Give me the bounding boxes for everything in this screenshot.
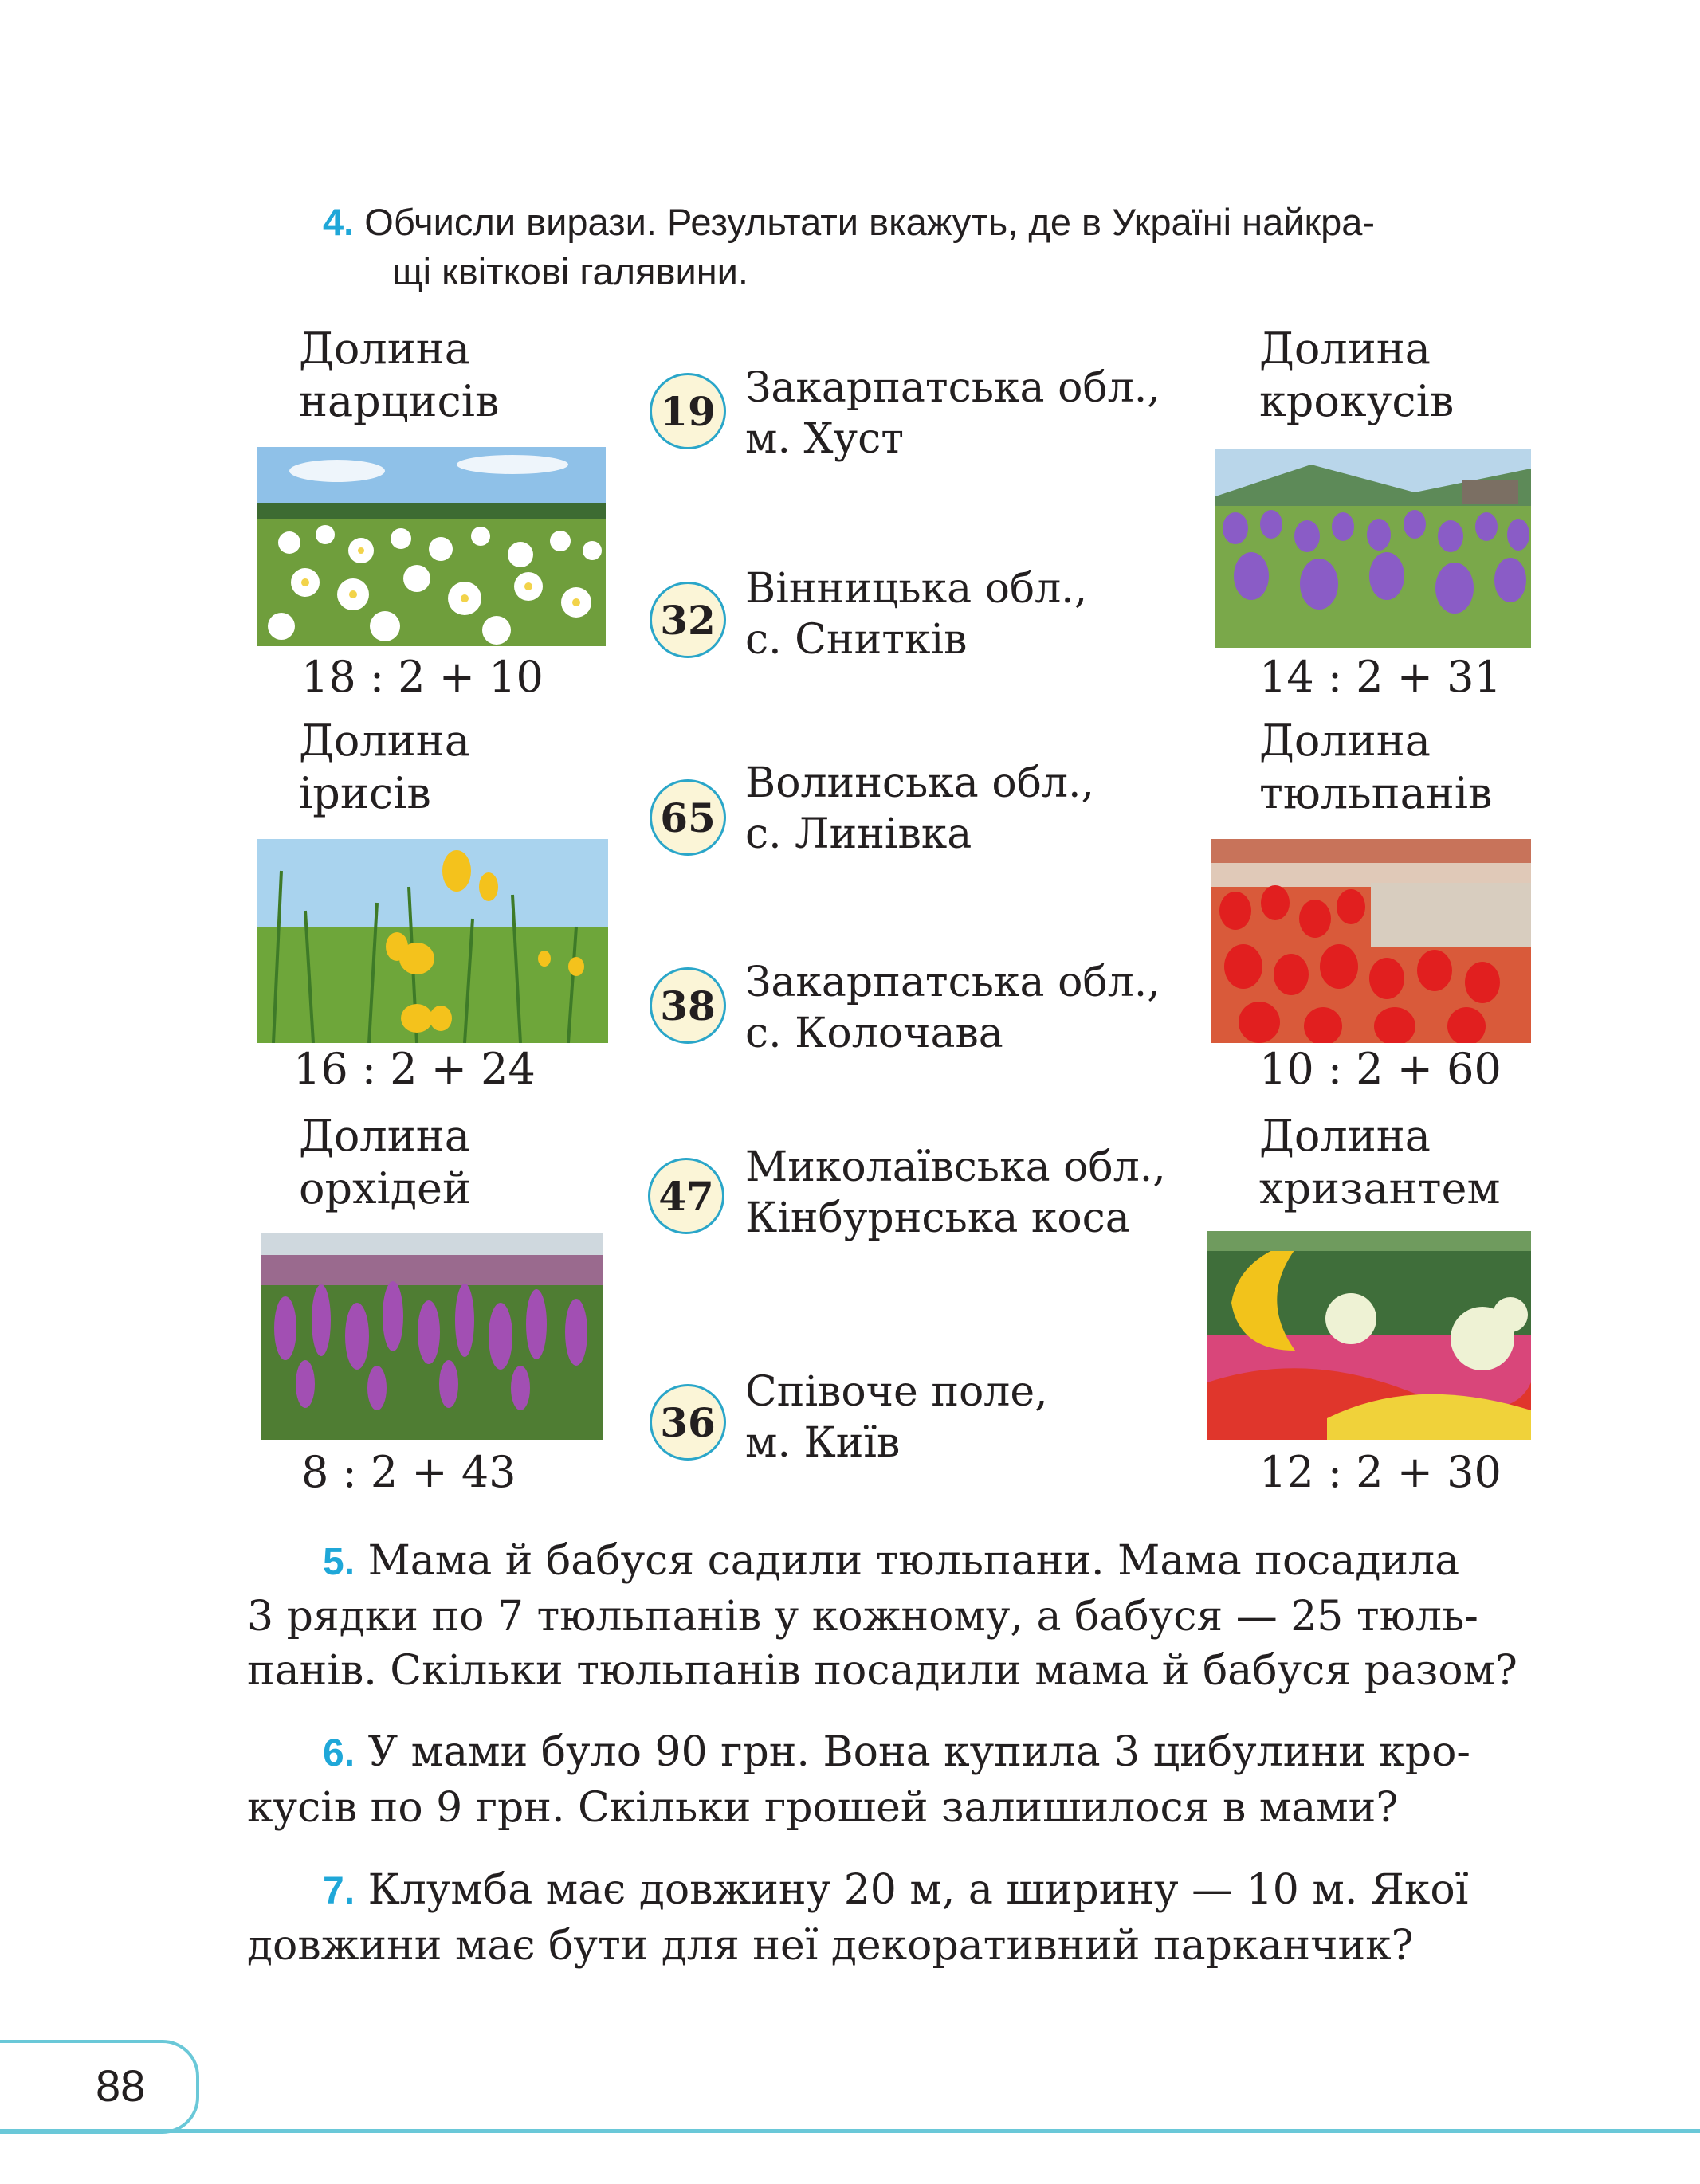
- valley-label-line: Долина: [1259, 1111, 1431, 1161]
- task-number: 4.: [323, 201, 355, 243]
- place-label: [745, 563, 1087, 665]
- expression: 8 : 2 + 43: [301, 1447, 516, 1497]
- valley-label-line: тюльпанів: [1259, 768, 1493, 818]
- expression: 14 : 2 + 31: [1259, 652, 1502, 702]
- valley-label-line: Долина: [299, 1111, 470, 1161]
- answer-circle: 65: [650, 779, 726, 856]
- valley-label-line: нарцисів: [299, 376, 500, 426]
- answer-circle: 36: [650, 1384, 726, 1461]
- daffodils-photo: [257, 447, 606, 646]
- task-5: [247, 1534, 1534, 1698]
- answer-circle: 19: [650, 373, 726, 449]
- valley-label-line: Долина: [299, 716, 470, 766]
- page-number: 88: [96, 2060, 146, 2111]
- task-text-line: У мами було 90 грн. Вона купила 3 цибулини кро-: [367, 1728, 1470, 1776]
- task-text-line: кусів по 9 грн. Скільки грошей залишилося в мами?: [247, 1784, 1399, 1832]
- task-text-line: Обчисли вирази. Результати вкажуть, де в Україні найкра-: [364, 201, 1376, 243]
- place-label: [745, 1142, 1166, 1244]
- valley-label-line: ірисів: [299, 768, 431, 818]
- answer-circle: 32: [650, 582, 726, 658]
- place-label-line: с. Линiвка: [745, 810, 972, 858]
- task-text-line: Клумба має довжину 20 м, а ширину — 10 м. Якої: [367, 1866, 1469, 1914]
- valley-label: [299, 715, 470, 820]
- expression: 18 : 2 + 10: [301, 652, 544, 702]
- place-label: [745, 758, 1094, 860]
- valley-label: [1259, 715, 1492, 820]
- place-label: [745, 363, 1160, 465]
- task-number: 7.: [323, 1870, 355, 1912]
- place-label-line: Кiнбурнська коса: [745, 1194, 1130, 1242]
- place-label-line: Миколаївська обл.,: [745, 1143, 1166, 1191]
- place-label-line: Закарпатська обл.,: [745, 364, 1160, 412]
- footer-divider: [0, 2129, 1700, 2133]
- task-4-instruction: [323, 198, 1534, 296]
- place-label-line: м. Хуст: [745, 415, 905, 463]
- valley-label: [299, 323, 499, 428]
- expression: 10 : 2 + 60: [1259, 1044, 1502, 1094]
- task-text-line: панів. Скільки тюльпанів посадили мама й бабуся разом?: [247, 1647, 1517, 1695]
- chrysanthemums-photo: [1207, 1231, 1531, 1440]
- place-label-line: с. Колочава: [745, 1010, 1003, 1057]
- valley-label-line: Долина: [1259, 716, 1431, 766]
- place-label: [745, 1366, 1048, 1468]
- tulips-photo: [1211, 839, 1531, 1043]
- irises-photo: [257, 839, 608, 1043]
- valley-label-line: Долина: [299, 323, 470, 374]
- valley-label: [299, 1110, 471, 1215]
- task-text-line: довжини має бути для неї декоративний парканчик?: [247, 1922, 1414, 1970]
- orchids-photo: [261, 1233, 603, 1440]
- valley-label-line: крокусів: [1259, 376, 1455, 426]
- task-7: [247, 1863, 1534, 1973]
- valley-label: [1259, 1110, 1500, 1215]
- task-number: 5.: [323, 1541, 355, 1583]
- crocuses-photo: [1215, 449, 1531, 648]
- task-text-line: 3 рядки по 7 тюльпанів у кожному, а бабуся — 25 тюль-: [247, 1593, 1478, 1641]
- valley-label-line: орхідей: [299, 1163, 471, 1214]
- valley-label-line: хризантем: [1259, 1163, 1501, 1214]
- place-label-line: с. Сниткiв: [745, 616, 968, 664]
- answer-circle: 47: [648, 1158, 724, 1234]
- valley-label-line: Долина: [1259, 323, 1431, 374]
- place-label: [745, 957, 1160, 1059]
- place-label-line: Вінницька обл.,: [745, 565, 1088, 613]
- answer-circle: 38: [650, 967, 726, 1044]
- place-label-line: Закарпатська обл.,: [745, 959, 1160, 1006]
- place-label-line: Співоче поле,: [745, 1368, 1048, 1416]
- place-label-line: Волинська обл.,: [745, 759, 1095, 807]
- expression: 12 : 2 + 30: [1259, 1447, 1502, 1497]
- task-text-line: Мама й бабуся садили тюльпани. Мама посадила: [367, 1537, 1460, 1585]
- task-6: [247, 1725, 1534, 1835]
- valley-label: [1259, 323, 1454, 428]
- expression: 16 : 2 + 24: [293, 1044, 536, 1094]
- task-text-line: щі квіткові галявини.: [392, 250, 748, 292]
- place-label-line: м. Київ: [745, 1419, 901, 1467]
- task-number: 6.: [323, 1732, 355, 1774]
